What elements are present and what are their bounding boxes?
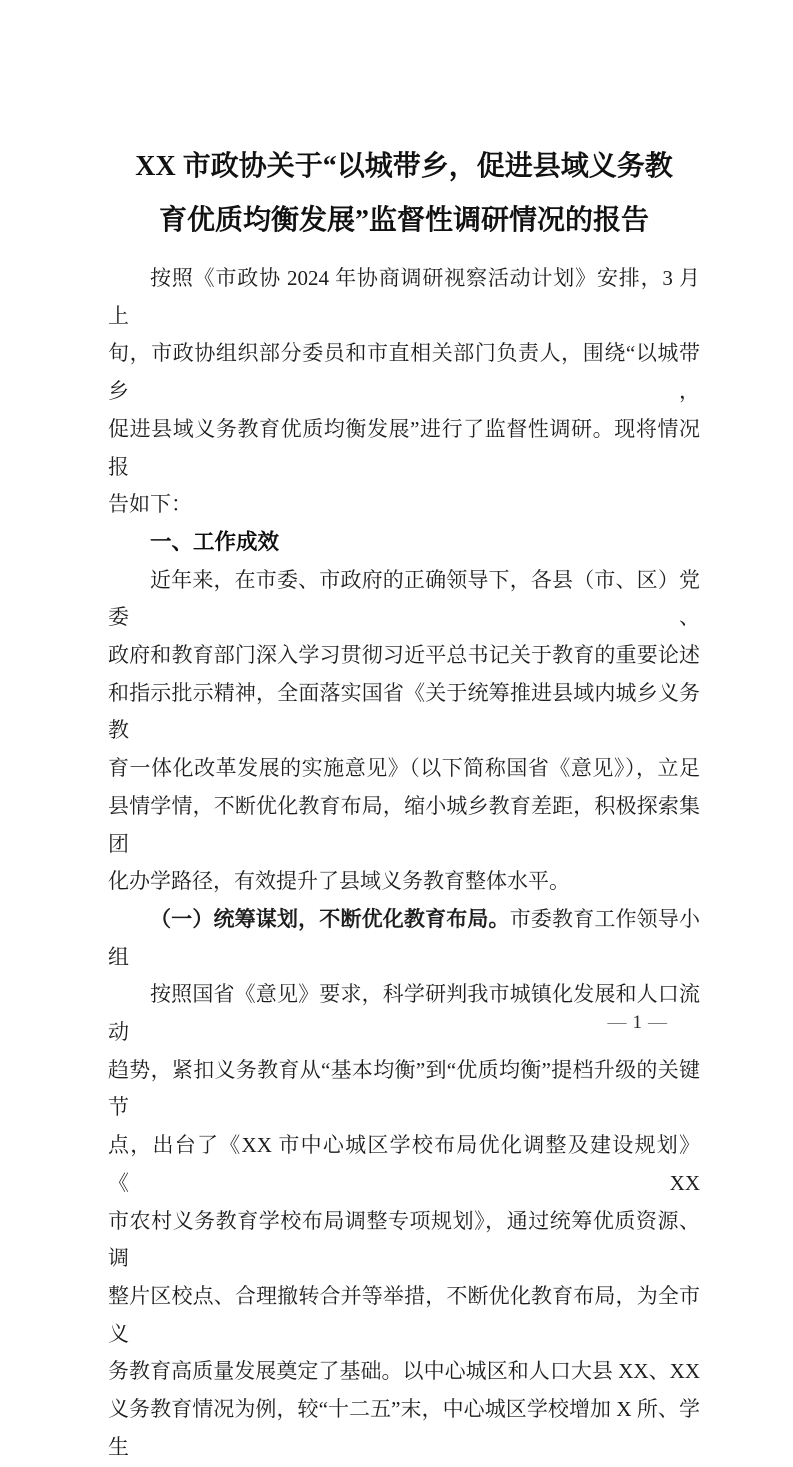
page-number-value: 1 [632, 1012, 642, 1033]
paragraph-line: 按照《市政协 2024 年协商调研视察活动计划》安排，3 月上 [108, 266, 700, 328]
section-heading: 一、工作成效 [150, 529, 280, 554]
subsection-heading-trailing-text: 市委教育工作领导小组 [108, 906, 700, 969]
paragraph-line: 义务教育情况为例，较“十二五”末，中心城区学校增加 X 所、学生 [108, 1397, 700, 1459]
page-number-dash-left: — [607, 1012, 627, 1033]
subsection-heading-bold-text: （一）统筹谋划，不断优化教育布局。 [150, 906, 510, 931]
page-number-dash-right: — [648, 1012, 667, 1033]
paragraph-line: 化办学路径，有效提升了县域义务教育整体水平。 [108, 869, 570, 894]
document-content [108, 140, 700, 1467]
paragraph-line: 点，出台了《XX 市中心城区学校布局优化调整及建设规划》《XX [108, 1133, 700, 1195]
paragraph-line: 促进县域义务教育优质均衡发展”进行了监督性调研。现将情况报 [108, 416, 700, 479]
document-title-line-2: 育优质均衡发展”监督性调研情况的报告 [158, 205, 649, 236]
paragraph-line: 告如下： [108, 492, 192, 517]
paragraph-line: 按照国省《意见》要求，科学研判我市城镇化发展和人口流动 [108, 982, 700, 1045]
paragraph-line: 县情学情，不断优化教育布局，缩小城乡教育差距，积极探索集团 [108, 793, 700, 856]
paragraph-line: 整片区校点、合理撤转合并等举措，不断优化教育布局，为全市义 [108, 1283, 700, 1346]
document-title-line-1: XX 市政协关于“以城带乡，促进县域义务教 [135, 151, 673, 182]
subsection-heading [108, 901, 700, 976]
paragraph-line: 旬，市政协组织部分委员和市直相关部门负责人，围绕“以城带乡， [108, 341, 700, 404]
paragraph-line: 市农村义务教育学校布局调整专项规划》，通过统筹优质资源、调 [108, 1208, 700, 1271]
paragraph-line: 政府和教育部门深入学习贯彻习近平总书记关于教育的重要论述 [108, 643, 700, 668]
paragraph-line: 育一体化改革发展的实施意见》（以下简称国省《意见》），立足 [108, 756, 700, 781]
paragraph-line: 近年来，在市委、市政府的正确领导下，各县（市、区）党委、 [108, 567, 700, 630]
paragraph-line: 趋势，紧扣义务教育从“基本均衡”到“优质均衡”提档升级的关键节 [108, 1057, 700, 1120]
document-body [108, 260, 700, 1467]
page-number [602, 1012, 674, 1034]
paragraph-line: 务教育高质量发展奠定了基础。以中心城区和人口大县 XX、XX [108, 1359, 700, 1384]
paragraph-line: 和指示批示精神，全面落实国省《关于统筹推进县域内城乡义务教 [108, 680, 700, 743]
